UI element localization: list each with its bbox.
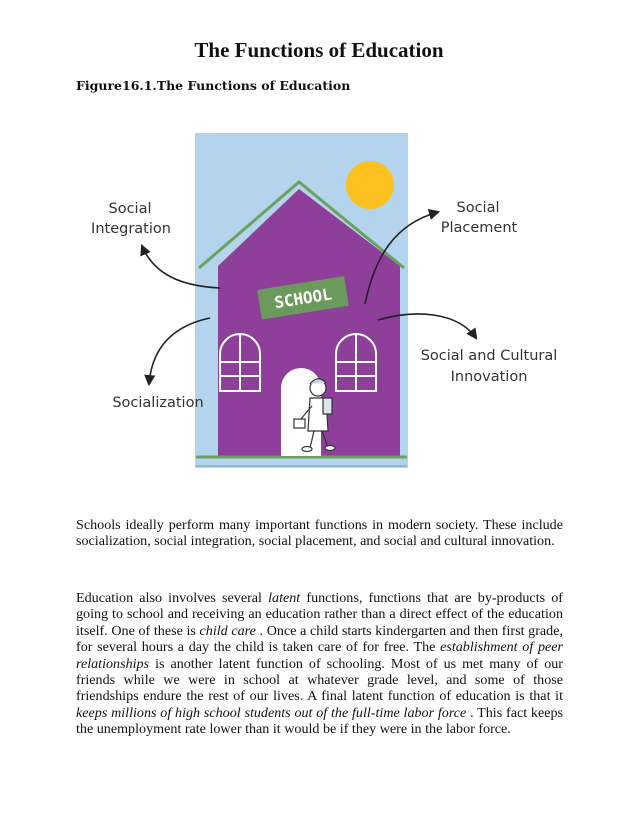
page-title: The Functions of Education [194, 38, 444, 62]
paragraph-latent-functions [76, 590, 563, 738]
label-social-integration-line2: Integration [91, 221, 171, 237]
label-social-placement-line1: Social [456, 200, 500, 216]
school-sign-text: SCHOOL [273, 284, 334, 313]
para2-text-5: . This fact keeps the unemployment rate lower than it would be if they were in the labor force. [76, 704, 563, 738]
para2-text-2: functions, functions that are by-products of going to school and receiving an education rather than a direct effect of the education itself. One of these is [76, 590, 563, 639]
para2-text-3: . Once a child starts kindergarten and then first grade, for several hours a day the child is taken care of for free. The [76, 622, 563, 656]
para2-text-1: Education also involves several [76, 590, 269, 606]
label-innovation-line1: Social and Cultural [420, 348, 558, 364]
label-social-integration-line1: Social [108, 201, 152, 217]
child-care-term: child care [199, 622, 256, 639]
sun-icon [346, 161, 394, 209]
latent-term: latent [268, 590, 301, 606]
para2-text-4: is another latent function of schooling. Most of us met many of our friends while we were in school at whatever grade level, and some of those friendships endure the rest of our lives. A final latent function of education is that it [76, 655, 563, 705]
school-illustration [60, 126, 580, 476]
labor-force-term: keeps millions of high school students out of the full-time labor force [76, 704, 467, 721]
school-functions-figure [60, 126, 580, 476]
paragraph-manifest-functions: Schools ideally perform many important functions in modern society. These include socialization, social integration, social placement, and social and cultural innovation. [76, 517, 563, 550]
figure-caption: Figure16.1.The Functions of Education [76, 78, 351, 93]
label-innovation-line2: Innovation [450, 369, 528, 385]
label-social-placement-line2: Placement [440, 220, 518, 236]
peer-relationships-term: establishment of peer relationships [76, 639, 564, 672]
label-socialization: Socialization [112, 395, 204, 411]
